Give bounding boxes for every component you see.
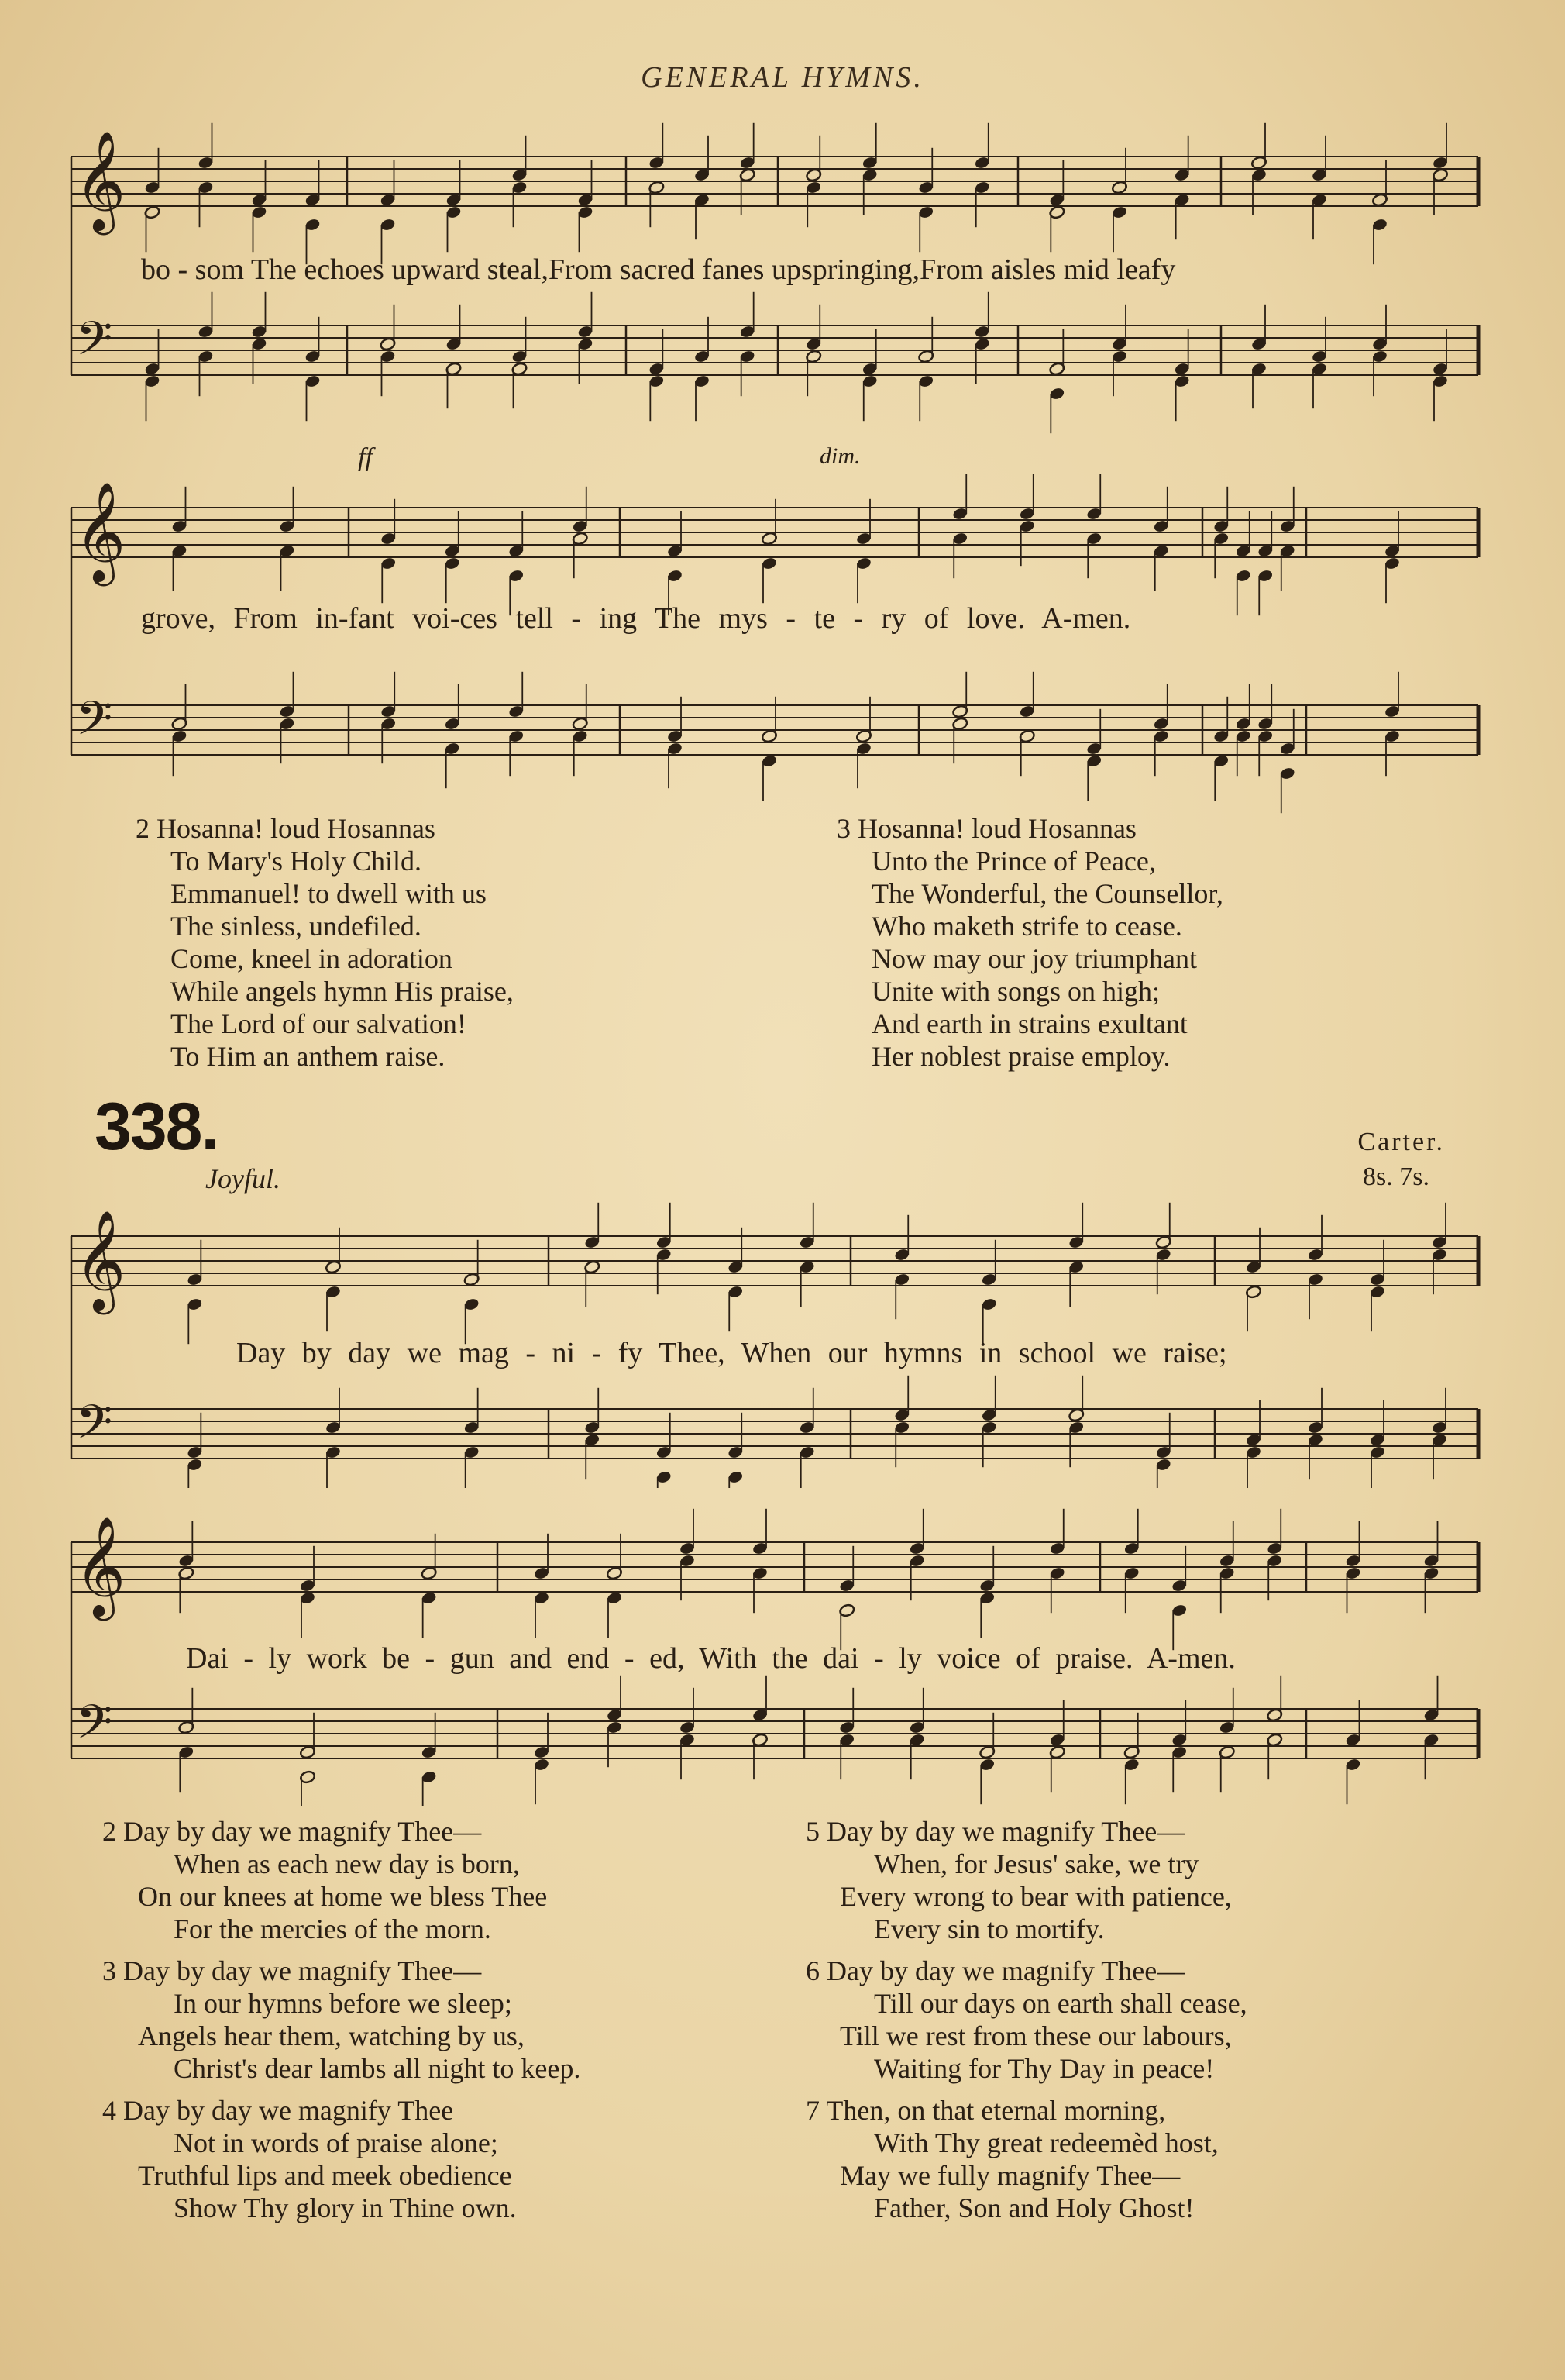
verse-line: When, for Jesus' sake, we try bbox=[874, 1848, 1199, 1879]
verse-line: Day by day we magnify Thee bbox=[123, 2095, 454, 2126]
tempo-marking: Joyful. bbox=[205, 1163, 280, 1194]
verse-7 bbox=[806, 2094, 1219, 2224]
verse-number: 5 bbox=[806, 1816, 820, 1847]
verse-line: The Lord of our salvation! bbox=[170, 1008, 466, 1039]
verse-line: Till we rest from these our labours, bbox=[840, 2020, 1232, 2051]
verse-line: Hosanna! loud Hosannas bbox=[858, 813, 1137, 844]
running-head: GENERAL HYMNS. bbox=[641, 61, 924, 94]
verse-line: With Thy great redeemèd host, bbox=[874, 2127, 1219, 2158]
verse-line: Day by day we magnify Thee— bbox=[827, 1816, 1185, 1847]
verse-line: Her noblest praise employ. bbox=[872, 1041, 1171, 1072]
verse-line: Every wrong to bear with patience, bbox=[840, 1881, 1232, 1912]
lyrics-line-4: Dai - ly work be - gun and end - ed, With the dai - ly voice of praise. A-men. bbox=[186, 1642, 1236, 1675]
verse-6 bbox=[806, 1955, 1247, 2085]
lyrics-line-1: bo - som The echoes upward steal,From sacred fanes upspringing,From aisles mid leafy bbox=[141, 253, 1176, 286]
verse-number: 3 bbox=[102, 1955, 116, 1986]
verse-line: The Wonderful, the Counsellor, bbox=[872, 878, 1223, 909]
verse-line: Unite with songs on high; bbox=[872, 976, 1161, 1007]
verse-line: Truthful lips and meek obedience bbox=[138, 2160, 512, 2191]
verse-line: Day by day we magnify Thee— bbox=[827, 1955, 1185, 1986]
verse-line: Then, on that eternal morning, bbox=[826, 2095, 1166, 2126]
verse-number: 7 bbox=[806, 2095, 820, 2126]
composer: Carter. bbox=[1357, 1128, 1445, 1156]
svg-text:𝄢: 𝄢 bbox=[76, 691, 113, 758]
svg-text:𝄞: 𝄞 bbox=[74, 1209, 126, 1311]
verse-line: Angels hear them, watching by us, bbox=[138, 2020, 525, 2051]
verse-line: Who maketh strife to cease. bbox=[872, 911, 1182, 942]
verse-line: For the mercies of the morn. bbox=[174, 1913, 491, 1944]
verse-line: When as each new day is born, bbox=[174, 1848, 520, 1879]
verse-number: 2 bbox=[136, 813, 150, 844]
verse-line: And earth in strains exultant bbox=[872, 1008, 1188, 1039]
verse-3 bbox=[102, 1955, 580, 2085]
verse-number: 6 bbox=[806, 1955, 820, 1986]
svg-text:𝄢: 𝄢 bbox=[76, 1695, 113, 1762]
verse-line: Emmanuel! to dwell with us bbox=[170, 878, 487, 909]
lyrics-line-2: grove, From in-fant voi-ces tell - ing The mys - te - ry of love. A-men. bbox=[141, 602, 1131, 635]
verse-line: Every sin to mortify. bbox=[874, 1913, 1105, 1944]
verse-line: Come, kneel in adoration bbox=[170, 943, 452, 974]
verse-line: Waiting for Thy Day in peace! bbox=[874, 2053, 1215, 2084]
verse-line: To Him an anthem raise. bbox=[170, 1041, 445, 1072]
svg-text:𝄢: 𝄢 bbox=[76, 312, 113, 378]
verse-line: To Mary's Holy Child. bbox=[170, 846, 421, 877]
verse-number: 3 bbox=[837, 813, 851, 844]
svg-text:𝄞: 𝄞 bbox=[74, 1515, 126, 1617]
verse-number: 4 bbox=[102, 2095, 116, 2126]
verse-2 bbox=[102, 1815, 547, 1945]
verse-line: Till our days on earth shall cease, bbox=[874, 1988, 1247, 2019]
dynamic-forte: ff bbox=[358, 443, 373, 472]
verse-line: On our knees at home we bless Thee bbox=[138, 1881, 548, 1912]
svg-text:𝄞: 𝄞 bbox=[74, 129, 126, 231]
verse-4 bbox=[102, 2094, 517, 2224]
lyrics-line-3: Day by day we mag - ni - fy Thee, When our hymns in school we raise; bbox=[236, 1337, 1227, 1369]
verse-line: While angels hymn His praise, bbox=[170, 976, 514, 1007]
verse-line: In our hymns before we sleep; bbox=[174, 1988, 512, 2019]
verse-line: May we fully magnify Thee— bbox=[840, 2160, 1181, 2191]
svg-text:𝄢: 𝄢 bbox=[76, 1395, 113, 1462]
verse-line: Day by day we magnify Thee— bbox=[123, 1816, 482, 1847]
verse-number: 2 bbox=[102, 1816, 116, 1847]
svg-text:𝄞: 𝄞 bbox=[74, 480, 126, 582]
verse-line: Not in words of praise alone; bbox=[174, 2127, 498, 2158]
hymn-number: 338. bbox=[95, 1090, 218, 1164]
verse-line: Day by day we magnify Thee— bbox=[123, 1955, 482, 1986]
verse-line: Now may our joy triumphant bbox=[872, 943, 1197, 974]
meter: 8s. 7s. bbox=[1363, 1162, 1429, 1191]
verse-line: Christ's dear lambs all night to keep. bbox=[174, 2053, 581, 2084]
verse-line: The sinless, undefiled. bbox=[170, 911, 421, 942]
verse-5 bbox=[806, 1815, 1232, 1945]
dynamic-dim: dim. bbox=[820, 443, 861, 469]
verse-line: Hosanna! loud Hosannas bbox=[156, 813, 435, 844]
verse-line: Show Thy glory in Thine own. bbox=[174, 2192, 517, 2223]
verse-line: Unto the Prince of Peace, bbox=[872, 846, 1156, 877]
verse-line: Father, Son and Holy Ghost! bbox=[874, 2192, 1195, 2223]
